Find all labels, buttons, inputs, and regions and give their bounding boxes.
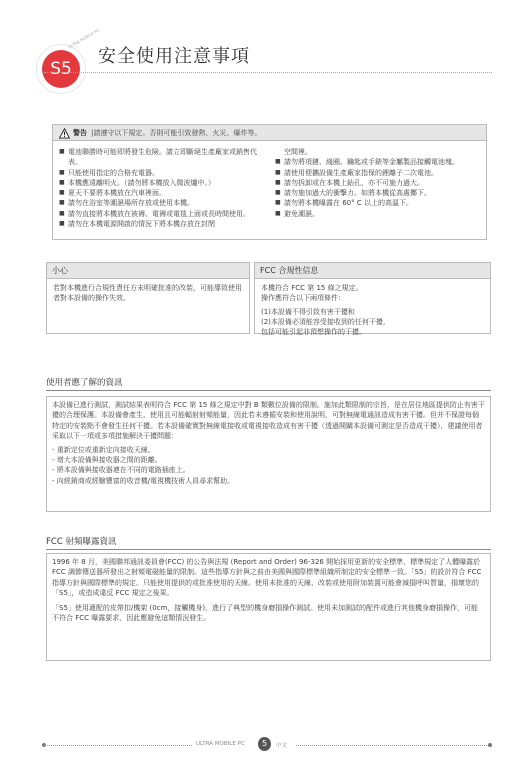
list-item: ■ 夏天不要將本機放在汽車裡面。 — [59, 189, 166, 198]
rf-exposure-title: FCC 射頻曝露資訊 — [46, 537, 117, 547]
caution-heading: 小心 — [47, 263, 249, 279]
warning-heading: 警告 — [73, 129, 87, 137]
logo-badge: S5 — [42, 50, 80, 88]
footer-dot — [488, 743, 492, 747]
user-info-box — [46, 396, 491, 512]
page-title: 安全使用注意事項 — [98, 46, 250, 67]
list-item: ■ 請使用便攜設備生產廠家指保的鋰離子二次電池。 — [275, 168, 438, 177]
measure-item: - 向經銷商或經驗豐富的收音機/電視機技術人員尋求幫助。 — [52, 476, 235, 485]
footer-product: ULTRA MOBILE PC — [196, 741, 245, 747]
list-item: ■ 請勿將本機曝露在 60° C 以上的高溫下。 — [275, 199, 413, 208]
list-item: ■ 請勿將項鏈、綫圈、鑰匙或手錶等金屬製品接觸電池塊。 — [275, 158, 459, 167]
fcc-compliance-box — [254, 262, 491, 334]
warning-left-column — [59, 147, 264, 229]
fcc-line: 操作應符合以下兩項條件： — [261, 294, 345, 302]
rf-exposure-box — [46, 553, 491, 661]
fcc-line: 本機符合 FCC 第 15 條之規定。 — [261, 284, 363, 292]
list-item: ■ 只能使用指定的合格充電器。 — [59, 168, 159, 177]
rf-exposure-divider — [46, 549, 491, 550]
user-info-title: 使用者應了解的資訊 — [46, 378, 123, 388]
list-item: ■ 請勿直接將本機放在被褥、電褥或電毯上面或長時間使用。 — [59, 209, 250, 218]
caution-body: 若對本機進行合規性責任方未明確批准的改裝，可能導致使用者對本設備的操作失效。 — [53, 284, 242, 302]
list-item: ■ 電池聯勝時可能即將發生危險。請立即斷絕生產廠家或銷售代表。 — [59, 148, 257, 167]
list-item: ■ 請勿施加過大的衝擊力。如將本機從高處擲下。 — [275, 189, 431, 198]
list-item: ■ 請勿在浴室等潮濕場所存放或使用本機。 — [59, 199, 194, 208]
list-item: ■ 請勿拆卸或在本機上鉆孔，亦不可施力過大。 — [275, 178, 424, 187]
list-item: ■ 本機應遠離明火。（請勿將本機放入微波爐中。） — [59, 178, 215, 187]
measure-item: - 將本設備與接收器連在不同的電路插座上。 — [52, 466, 190, 475]
fcc-compliance-body — [255, 279, 490, 341]
fcc-line: 包括可能引起非預想操作的干擾。 — [261, 328, 366, 336]
warning-header — [53, 125, 486, 141]
warning-right-column — [275, 147, 481, 219]
warning-triangle-icon — [59, 128, 70, 139]
fcc-compliance-heading: FCC 合規性信息 — [255, 263, 490, 279]
fcc-line: (1)本設備不得引致有害干擾和 — [261, 308, 355, 316]
fcc-line: (2)本設備必須能容受接收到的任何干擾， — [261, 318, 390, 326]
footer-line-left — [44, 745, 192, 746]
user-info-divider — [46, 390, 491, 391]
title-divider — [44, 72, 492, 73]
warning-subheading: |請遵守以下規定。否則可能引致發熱、火災、爆炸等。 — [91, 129, 262, 137]
footer-line-right — [296, 745, 489, 746]
rf-paragraph: 「S5」使用適配的皮帶扣/機架 (0cm，接觸機身)，進行了典型的機身磨損操作測試。使用未加測試的配件或進行其他機身磨損操作，可能不符合 FCC 曝露要求，因此應避免這類情況發生。 — [52, 603, 479, 623]
logo-arc-text: ULTRA MOBILE PC — [67, 27, 101, 50]
user-info-paragraph: 本設備已進行測試，測試結果表明符合 FCC 第 15 條之規定中對 B 類數位設備的限制。施加此類限制的宗旨，是在居住地區提供防止有害干擾的合理保護。本設備會產生、使用且可能輻射射頻能量，因此若未遵循安裝和使用說明，可對無線電通訊造成有害干擾。但并不保證每個特定的安裝點不會發生任何干擾。若本設備確實對無線電接收或電視接收造成有害干擾（透過開關本設備可測定是否造成干擾），建議使用者采取以下一項或多項措施解決干擾問題： — [52, 401, 485, 441]
rf-paragraph: 1996 年 8 月，美國聯邦通訊委員會(FCC) 的公告與法規 (Report and Order) 96-326 開始採用更新的安全標準，標準規定了人體曝露於 FCC 調節傳送器所發出之射頻電磁能量的限制。這些指導方針與之前由美國與國際標準組織所制定的安全標準一致。「S5」的設計符合 FCC 指導方針與國際標準的規定。只能使用提供的或批准使用的天線。使用未批准的天線、改裝或使用附加裝置可能會減損呼叫質量，損壞您的「S5」，或造成違反 FCC 規定之後果。 — [52, 558, 482, 598]
measure-item: - 重新定位或重新定向接收天線。 — [52, 445, 155, 454]
page-number: 5 — [258, 737, 271, 751]
measure-item: - 增大本設備與接收器之間的距離。 — [52, 456, 162, 465]
caution-box — [46, 262, 250, 334]
list-item-continuation: 空間裡。 — [284, 148, 312, 156]
warning-box — [52, 124, 487, 240]
list-item: ■ 請勿在本機電源開啟的情況下將本機存放在封閉 — [59, 220, 215, 229]
footer-language: 中文 — [276, 743, 288, 749]
list-item: ■ 避免潮濕。 — [275, 209, 319, 218]
